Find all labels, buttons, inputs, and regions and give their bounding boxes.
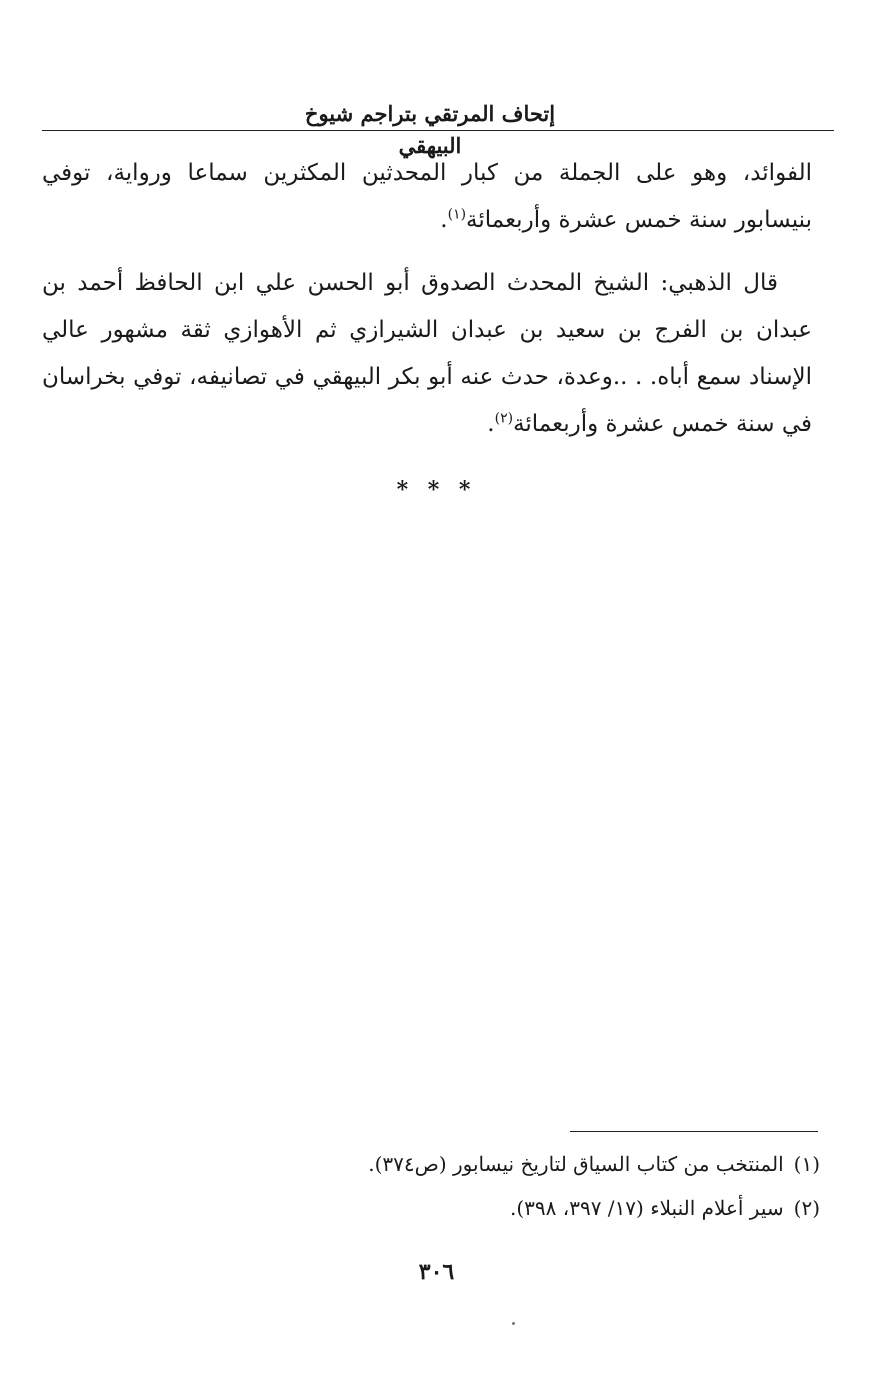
footnote-ref-1: (١) [447,206,467,223]
section-separator: * * * [396,477,477,503]
scan-speck [512,1322,515,1325]
paragraph-1-end: . [440,207,448,233]
header-rule [42,130,834,131]
page-number: ٣٠٦ [418,1259,455,1285]
footnotes [42,1142,820,1230]
footnote-2 [42,1186,820,1230]
paragraph-1 [42,150,812,244]
footnote-2-text: سير أعلام النبلاء (١٧/ ٣٩٧، ٣٩٨). [510,1196,784,1220]
footnote-ref-2: (٢) [494,410,514,427]
paragraph-2 [42,260,812,448]
footnote-1-number: (١) [793,1152,820,1176]
paragraph-2-text: قال الذهبي: الشيخ المحدث الصدوق أبو الحسن علي ابن الحافظ أحمد بن عبدان بن الفرج بن سعيد بن عبدان الشيرازي ثم الأهوازي ثقة مشهور عالي الإسناد سمع أباه. . ..وعدة، حدث عنه أبو بكر البيهقي في تصانيفه، توفي بخراسان في سنة خمس عشرة وأربعمائة [42,270,812,437]
running-head-title: إتحاف المرتقي بتراجم شيوخ البيهقي [304,101,556,158]
footnote-1 [42,1142,820,1186]
footnote-rule [570,1131,818,1132]
footnote-2-number: (٢) [793,1196,820,1220]
paragraph-1-text: الفوائد، وهو على الجملة من كبار المحدثين المكثرين سماعا ورواية، توفي بنيسابور سنة خمس عشرة وأربعمائة [42,160,812,233]
paragraph-2-end: . [487,411,495,437]
footnote-1-text: المنتخب من كتاب السياق لتاريخ نيسابور (ص٣٧٤). [368,1152,784,1176]
